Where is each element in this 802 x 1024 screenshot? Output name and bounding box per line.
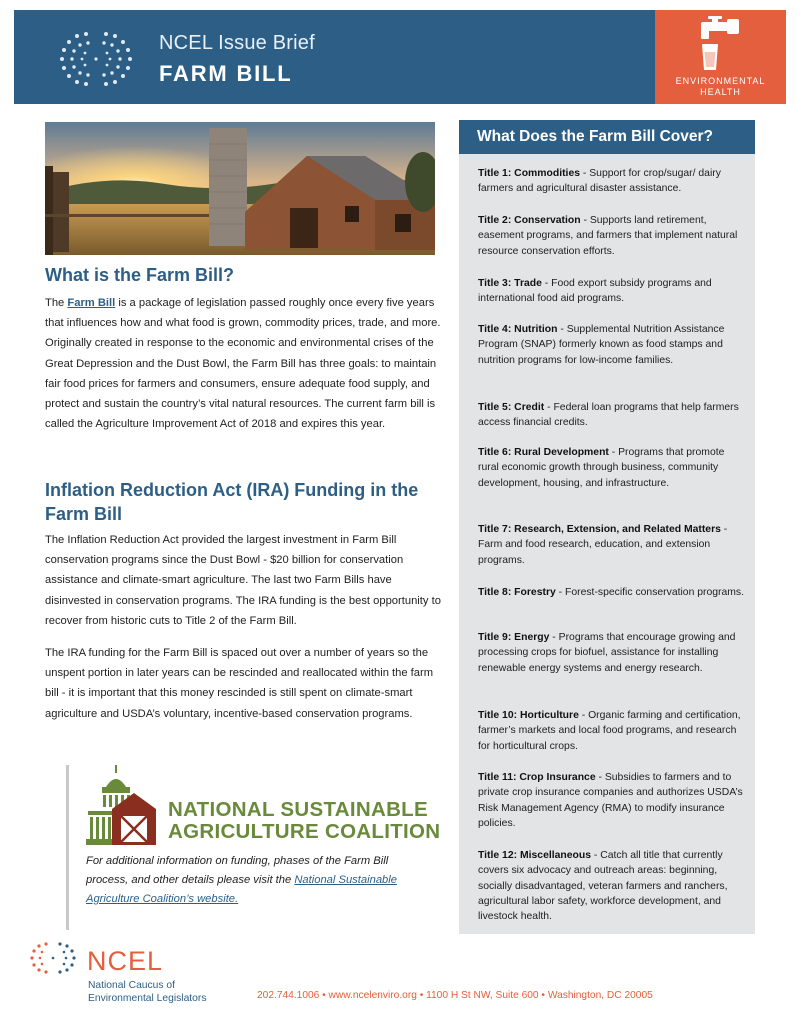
title-item-7: Title 7: Research, Extension, and Related Matters - Farm and food research, education, and extension programs.: [478, 524, 728, 566]
header-banner: [14, 10, 786, 104]
title-item-1: Title 1: Commodities - Support for crop/sugar/ dairy farmers and agricultural disaster assistance.: [478, 168, 721, 195]
farm-bill-link[interactable]: Farm Bill: [67, 297, 116, 309]
nsac-logo-wordmark: NATIONAL SUSTAINABLE AGRICULTURE COALITION: [168, 798, 441, 843]
hero-farm-barn-image: [45, 122, 435, 255]
nsac-info-note: For additional information on funding, phases of the Farm Bill process, and other details please visit the National Sustainable Agriculture Coalition’s website.: [86, 855, 397, 905]
page-title: FARM BILL: [159, 61, 293, 86]
title-item-2: Title 2: Conservation - Supports land retirement, easement programs, and farmers that implement natural resource conservation efforts.: [478, 215, 738, 257]
title-item-11: Title 11: Crop Insurance - Subsidies to farmers and to private crop insurance companies and authorizes USDA’s Risk Management Agency (RMA) to modify insurance policies.: [478, 772, 743, 829]
title-item-8: Title 8: Forestry - Forest-specific conservation programs.: [478, 587, 745, 598]
category-badge: [655, 10, 786, 104]
footer-ncel-wordmark: NCEL: [87, 946, 164, 976]
nsac-website-link[interactable]: National Sustainable Agriculture Coalition’s website.: [86, 874, 397, 905]
section-heading-ira: Inflation Reduction Act (IRA) Funding in the Farm Bill: [45, 480, 419, 524]
footer-org-name: National Caucus of Environmental Legislators: [88, 980, 207, 1004]
title-item-12: Title 12: Miscellaneous - Catch all title that currently covers six advocacy and outreach areas: beginning, socially disadvantaged, veteran farmers and ranchers, agricultural labor safety, workforce development, and livestock health.: [478, 850, 728, 923]
category-label: ENVIRONMENTAL HEALTH: [675, 76, 766, 97]
quote-divider-bar: [66, 765, 69, 930]
title-item-5: Title 5: Credit - Federal loan programs that help farmers access financial credits.: [478, 402, 739, 429]
title-item-4: Title 4: Nutrition - Supplemental Nutrition Assistance Program (SNAP) formerly known as food stamps and nutrition programs for low-income families.: [478, 324, 725, 366]
sidebar-heading: What Does the Farm Bill Cover?: [459, 120, 755, 154]
footer-contact-line: 202.744.1006 • www.ncelenviro.org • 1100 H St NW, Suite 600 • Washington, DC 20005: [257, 990, 653, 1001]
issue-brief-label: NCEL Issue Brief: [159, 32, 315, 54]
section-body-ira-2: The IRA funding for the Farm Bill is spaced out over a number of years so the unspent portion in later years can be rescinded and reallocated within the farm bill - it is important that this money rescinded is still spent on climate-smart agriculture and USDA’s voluntary, incentive-based conservation programs.: [45, 647, 434, 720]
faucet-glass-icon: [697, 16, 745, 76]
title-item-10: Title 10: Horticulture - Organic farming and certification, farmer’s markets and local food programs, and research for horticultural crops.: [478, 710, 741, 752]
title-item-9: Title 9: Energy - Programs that encourage growing and processing crops for biofuel, assistance for installing renewable energy systems and energy research.: [478, 632, 736, 674]
title-item-3: Title 3: Trade - Food export subsidy programs and international food aid programs.: [478, 278, 712, 305]
ncel-logo-icon: [54, 30, 138, 88]
section-body-what-is: The Farm Bill is a package of legislation passed roughly once every five years that influences how and what food is grown, commodity prices, trade, and more. Originally created in response to the economic and environmental crises of the Great Depression and the Dust Bowl, the Farm Bill has three goals: to maintain fair food prices for farmers and consumers, ensure adequate food supply, and protect and sustain the country’s vital natural resources. The current farm bill is called the Agriculture Improvement Act of 2018 and expires this year.: [45, 297, 441, 431]
section-body-ira-1: The Inflation Reduction Act provided the largest investment in Farm Bill conservation programs since the Dust Bowl - $20 billion for conservation assistance and climate-smart agriculture. The last two Farm Bills have disinvested in conservation programs. The IRA funding is the best opportunity to recover from historic cuts to Title 2 of the Farm Bill.: [45, 534, 441, 627]
title-item-6: Title 6: Rural Development - Programs that promote rural economic growth through business, community development, housing, and infrastructure.: [478, 447, 725, 489]
section-heading-what-is: What is the Farm Bill?: [45, 265, 235, 285]
footer-ncel-logo-icon: [28, 942, 78, 974]
